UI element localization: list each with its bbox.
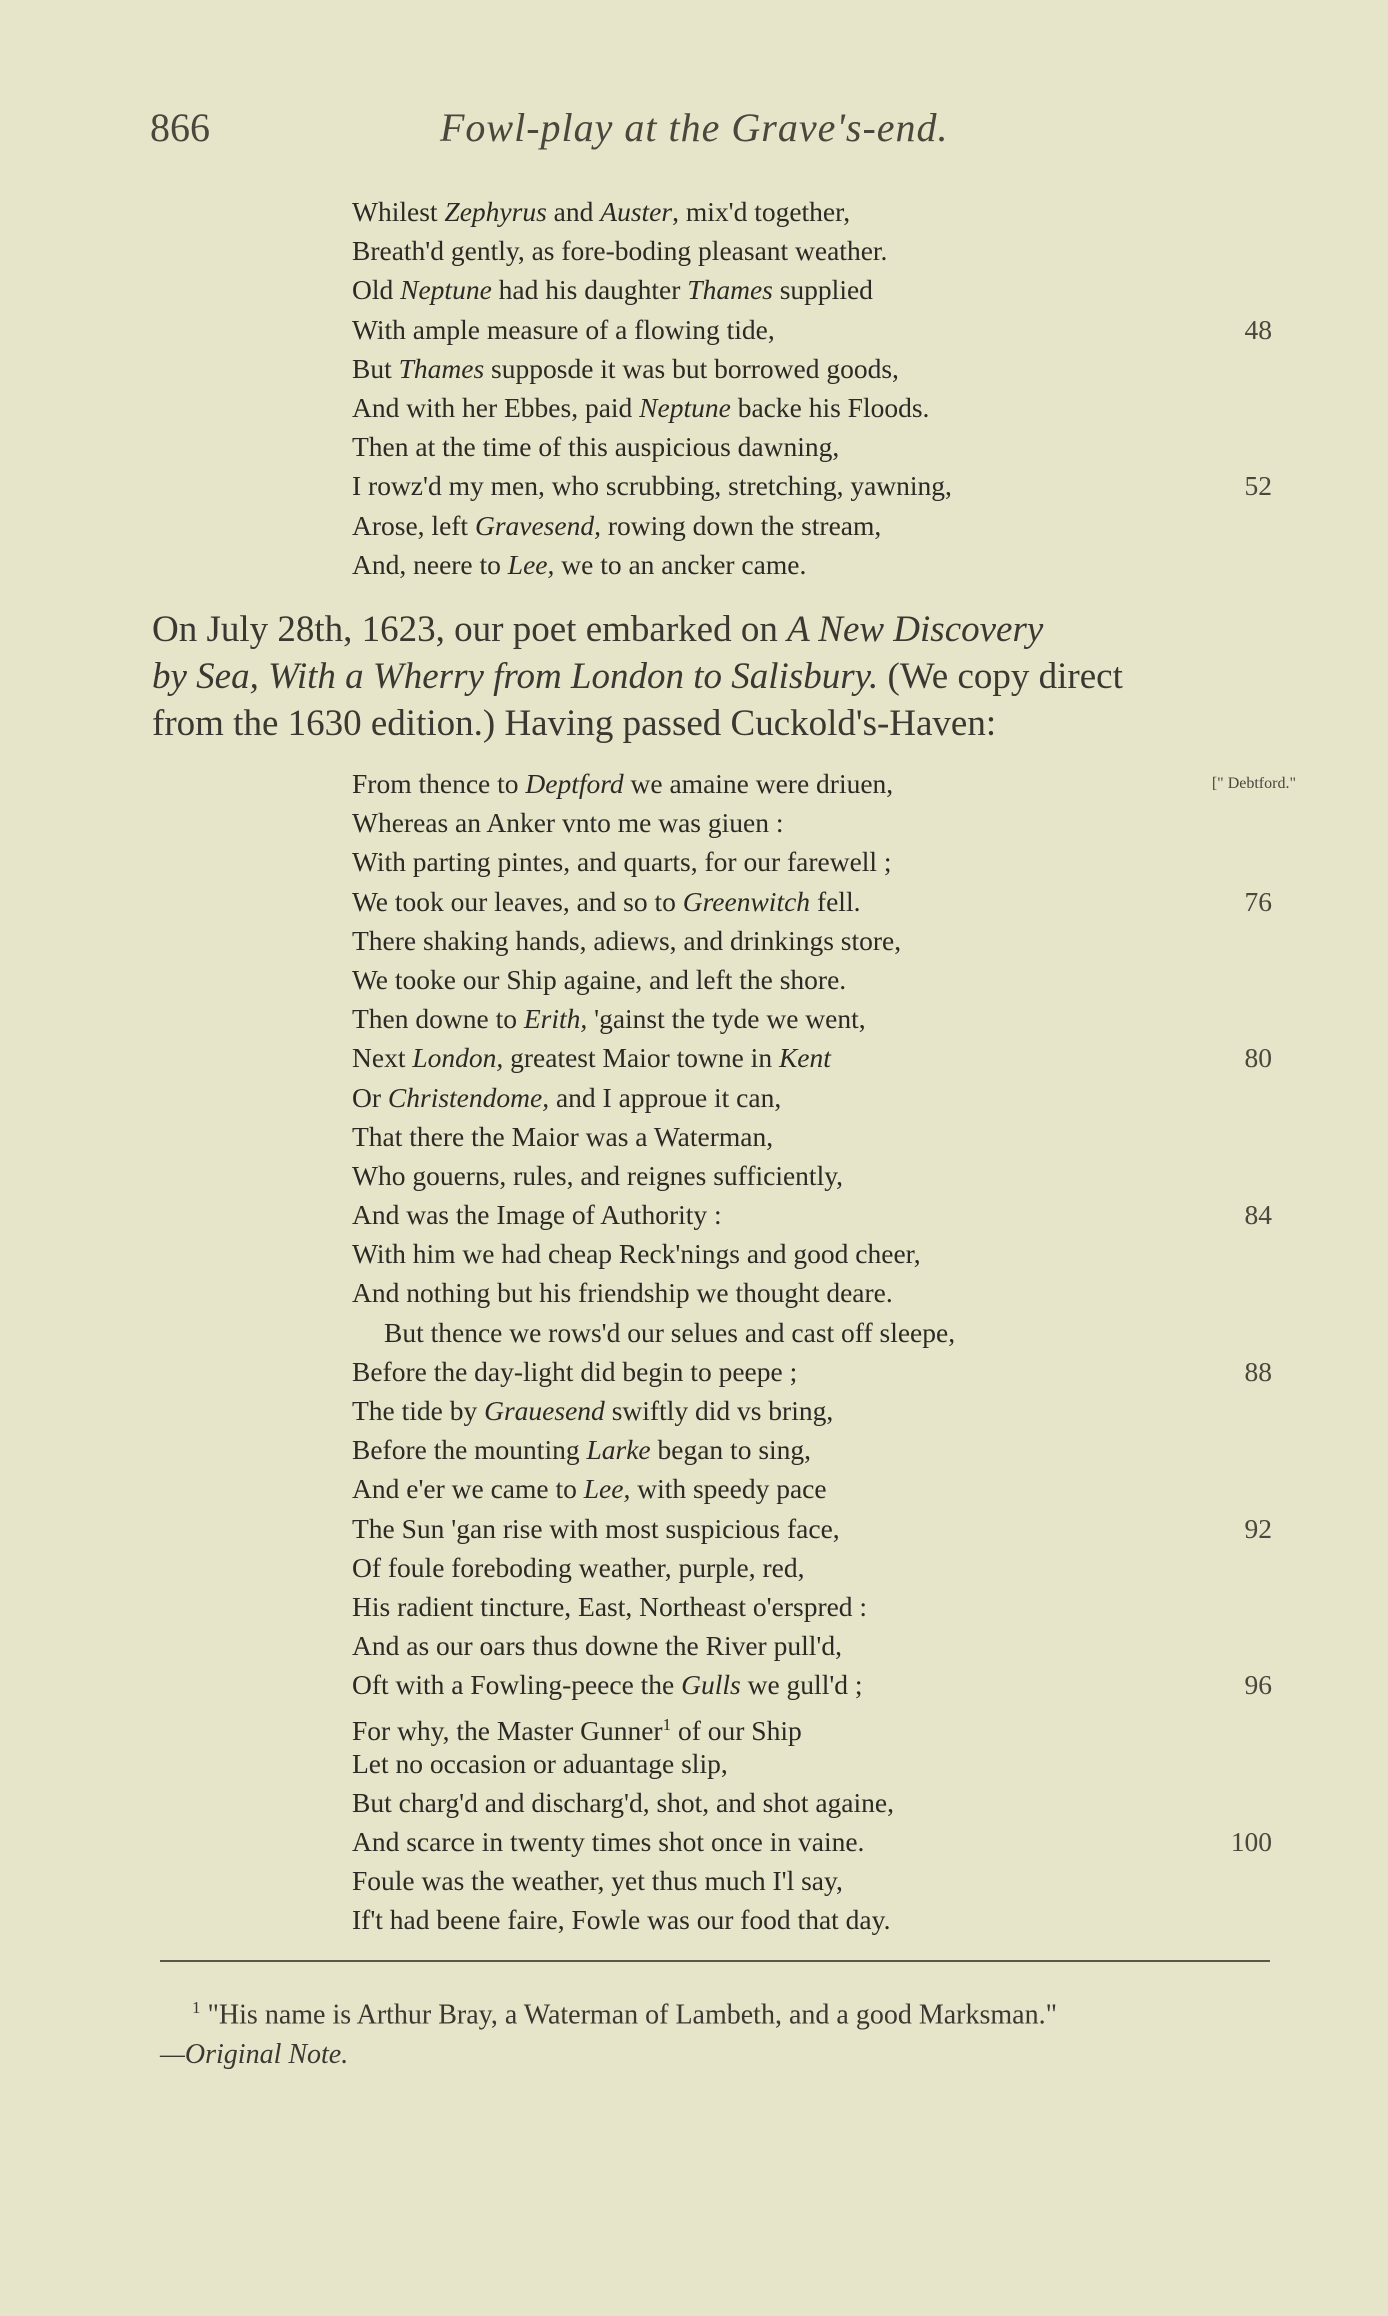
poem-line xyxy=(352,882,1272,921)
running-title: Fowl-play at the Grave's-end. xyxy=(440,105,949,150)
poem-line xyxy=(352,1391,1272,1430)
poem-line xyxy=(352,1509,1272,1548)
text-segment: The tide by xyxy=(352,1395,485,1426)
text-segment: Lee, xyxy=(583,1473,631,1505)
text-segment: Before the day-light did begin to peepe ; xyxy=(352,1355,798,1387)
text-segment: Let no occasion or aduantage slip, xyxy=(352,1747,728,1779)
text-segment: And, neere to xyxy=(352,548,508,580)
page-header xyxy=(150,104,1278,164)
text-segment: I rowz'd my men, who scrubbing, stretching, yawning, xyxy=(352,470,952,502)
poem-line xyxy=(352,842,1272,881)
poem-line xyxy=(352,1744,1272,1783)
text-segment: greatest Maior towne in xyxy=(503,1042,779,1074)
text-segment: Christendome, xyxy=(387,1081,550,1113)
poem-line xyxy=(352,1352,1272,1391)
text-segment: Oft with a Fowling-peece the xyxy=(352,1669,682,1701)
poem-line xyxy=(352,427,1272,466)
text-segment: Auster xyxy=(600,196,673,227)
text-segment: of our Ship xyxy=(671,1714,802,1746)
text-segment: Deptford xyxy=(525,768,624,799)
footnote-reference: 1 xyxy=(662,1714,672,1734)
poem-line xyxy=(352,1038,1272,1077)
poem-line xyxy=(352,1861,1272,1900)
text-segment: Then downe to xyxy=(352,1003,524,1035)
text-segment: Kent xyxy=(778,1042,831,1074)
prose-paragraph xyxy=(152,606,1264,747)
text-segment: With him we had cheap Reck'nings and good cheer, xyxy=(352,1238,921,1270)
text-segment: We tooke our Ship againe, and left the shore. xyxy=(352,963,847,995)
poem-line xyxy=(352,349,1272,388)
poem-stanza-2 xyxy=(352,764,1296,1940)
text-segment: from the 1630 edition.) Having passed Cuckold's-Haven: xyxy=(152,703,997,744)
text-segment: Then at the time of this auspicious dawning, xyxy=(352,431,840,463)
text-segment: With parting pintes, and quarts, for our farewell ; xyxy=(352,846,892,878)
poem-line xyxy=(352,803,1272,842)
text-segment: There shaking hands, adiews, and drinkings store, xyxy=(352,924,902,956)
poem-line xyxy=(352,231,1272,270)
line-number: 96 xyxy=(1244,1669,1272,1701)
line-number: 84 xyxy=(1244,1199,1272,1231)
text-segment: we amaine were driuen, xyxy=(623,768,894,799)
text-segment: Breath'd gently, as fore-boding pleasant weather. xyxy=(352,235,888,267)
text-segment: Who gouerns, rules, and reignes sufficiently, xyxy=(352,1159,844,1191)
text-segment: And as our oars thus downe the River pull'd, xyxy=(352,1630,842,1662)
text-segment: On July 28th, 1623, our poet embarked on xyxy=(152,609,788,650)
text-segment: Next xyxy=(352,1042,413,1074)
poem-line xyxy=(352,1469,1272,1508)
poem-line xyxy=(352,270,1272,309)
poem-line xyxy=(352,1587,1272,1626)
poem-line xyxy=(352,1195,1272,1234)
text-segment: Gravesend, xyxy=(474,509,601,541)
text-segment: That there the Maior was a Waterman, xyxy=(352,1120,774,1152)
text-segment: supplied xyxy=(772,274,873,306)
poem-line xyxy=(352,506,1272,545)
footnote-source: —Original Note. xyxy=(160,2039,349,2071)
text-segment: Whilest xyxy=(352,196,445,227)
text-segment: If't had beene faire, Fowle was our food that day. xyxy=(352,1904,891,1936)
poem-line xyxy=(352,1626,1272,1665)
line-number: 52 xyxy=(1244,470,1272,502)
poem-line xyxy=(352,1313,1272,1352)
text-segment: had his daughter xyxy=(491,274,688,306)
text-segment: And with her Ebbes, paid xyxy=(352,391,640,423)
text-segment: by Sea, With a Wherry from London to Salisbury. xyxy=(152,656,879,697)
line-number: 80 xyxy=(1244,1042,1272,1074)
text-segment: Neptune xyxy=(639,391,731,423)
line-number: 92 xyxy=(1244,1512,1272,1544)
text-segment: London, xyxy=(412,1042,504,1074)
poem-line xyxy=(352,1234,1272,1273)
footnote xyxy=(160,1988,1270,2075)
footnote-line-1 xyxy=(160,1988,1270,2035)
poem-line xyxy=(352,921,1272,960)
text-segment: With ample measure of a flowing tide, xyxy=(352,313,775,345)
text-segment: and I approue it can, xyxy=(549,1081,782,1113)
poem-line xyxy=(352,466,1272,505)
text-segment: And nothing but his friendship we thought deare. xyxy=(352,1277,893,1309)
poem-stanza-1 xyxy=(352,192,1272,584)
text-segment: His radient tincture, East, Northeast o'erspred : xyxy=(352,1590,868,1622)
poem-line xyxy=(352,960,1272,999)
text-segment: The Sun 'gan rise with most suspicious face, xyxy=(352,1512,840,1544)
prose-line xyxy=(152,606,1264,653)
text-segment: Erith, xyxy=(523,1003,588,1035)
poem-line xyxy=(352,192,1272,231)
text-segment: Greenwitch xyxy=(682,885,811,917)
poem-line xyxy=(352,1117,1272,1156)
text-segment: Zephyrus xyxy=(444,196,547,227)
poem-line xyxy=(352,1783,1272,1822)
poem-line xyxy=(352,1273,1272,1312)
text-segment: (We copy direct xyxy=(878,656,1123,697)
text-segment: Neptune xyxy=(400,274,492,306)
text-segment: Thames xyxy=(687,274,773,306)
line-number: 100 xyxy=(1230,1826,1272,1858)
text-segment: Or xyxy=(352,1081,388,1113)
text-segment: and xyxy=(546,196,601,227)
text-segment: Arose, left xyxy=(352,509,475,541)
poem-line xyxy=(352,1430,1272,1469)
poem-line xyxy=(352,1078,1272,1117)
poem-line xyxy=(352,1705,1272,1744)
text-segment: Larke xyxy=(586,1434,651,1466)
page-number: 866 xyxy=(150,105,210,150)
text-segment: Thames xyxy=(398,352,485,384)
text-segment: But xyxy=(352,352,399,384)
footnote-line-2 xyxy=(160,2035,1270,2075)
text-segment: we to an ancker came. xyxy=(554,548,807,580)
poem-line xyxy=(352,388,1272,427)
text-segment: began to sing, xyxy=(650,1434,812,1466)
footnote-rule xyxy=(160,1960,1270,1962)
text-segment: A New Discovery xyxy=(787,609,1044,650)
text-segment: Of foule foreboding weather, purple, red, xyxy=(352,1551,805,1583)
line-number: 88 xyxy=(1244,1355,1272,1387)
text-segment: Gulls xyxy=(681,1669,741,1701)
text-segment: And was the Image of Authority : xyxy=(352,1199,722,1231)
line-number: 48 xyxy=(1244,313,1272,345)
poem-line xyxy=(352,764,1296,803)
text-segment: Grauesend xyxy=(484,1395,605,1426)
text-segment: And scarce in twenty times shot once in vaine. xyxy=(352,1826,865,1858)
text-segment: For why, the Master Gunner xyxy=(352,1714,663,1746)
text-segment: swiftly did vs bring, xyxy=(604,1395,834,1426)
prose-line xyxy=(152,700,1264,747)
line-number: 76 xyxy=(1244,885,1272,917)
text-segment: we gull'd ; xyxy=(740,1669,863,1701)
text-segment: , mix'd together, xyxy=(672,196,851,227)
text-segment: 'gainst the tyde we went, xyxy=(587,1003,866,1035)
poem-line xyxy=(352,545,1272,584)
text-segment: Foule was the weather, yet thus much I'l say, xyxy=(352,1865,843,1897)
text-segment: We took our leaves, and so to xyxy=(352,885,683,917)
text-segment: Lee, xyxy=(507,548,555,580)
text-segment: Old xyxy=(352,274,401,306)
poem-line xyxy=(352,1900,1272,1939)
prose-line xyxy=(152,653,1264,700)
text-segment: But charg'd and discharg'd, shot, and shot againe, xyxy=(352,1786,894,1818)
poem-line xyxy=(352,1548,1272,1587)
footnote-text: "His name is Arthur Bray, a Waterman of Lambeth, and a good Marksman." xyxy=(207,1999,1058,2031)
poem-line xyxy=(352,310,1272,349)
poem-line xyxy=(352,999,1272,1038)
text-segment: with speedy pace xyxy=(630,1473,827,1505)
poem-line xyxy=(352,1156,1272,1195)
margin-note: [" Debtford." xyxy=(1211,775,1296,792)
text-segment: rowing down the stream, xyxy=(600,509,882,541)
text-segment: backe his Floods. xyxy=(730,391,930,423)
poem-line xyxy=(352,1822,1272,1861)
text-segment: And e'er we came to xyxy=(352,1473,584,1505)
text-segment: fell. xyxy=(810,885,861,917)
poem-line xyxy=(352,1665,1272,1704)
footnote-marker: 1 xyxy=(192,1998,201,2017)
text-segment: Whereas an Anker vnto me was giuen : xyxy=(352,807,784,839)
text-segment: From thence to xyxy=(352,768,526,799)
text-segment: supposde it was but borrowed goods, xyxy=(484,352,899,384)
text-segment: But thence we rows'd our selues and cast off sleepe, xyxy=(384,1316,956,1348)
text-segment: Before the mounting xyxy=(352,1434,587,1466)
